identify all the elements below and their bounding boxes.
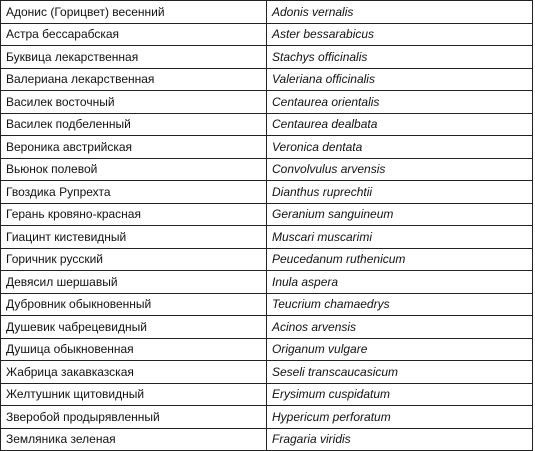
latin-name-cell: Convolvulus arvensis <box>267 158 533 181</box>
table-row <box>1 383 533 406</box>
latin-name-cell: Teucrium chamaedrys <box>267 293 533 316</box>
table-row <box>1 226 533 249</box>
latin-name-cell: Geranium sanguineum <box>267 203 533 226</box>
table-row <box>1 338 533 361</box>
table-row <box>1 158 533 181</box>
russian-name-cell: Жабрица закавказская <box>1 361 267 384</box>
latin-name-cell: Adonis vernalis <box>267 1 533 24</box>
russian-name-cell: Вероника австрийская <box>1 136 267 159</box>
table-row <box>1 181 533 204</box>
russian-name-cell: Душевик чабрецевидный <box>1 316 267 339</box>
latin-name-cell: Veronica dentata <box>267 136 533 159</box>
table-row <box>1 203 533 226</box>
latin-name-cell: Stachys officinalis <box>267 46 533 69</box>
latin-name-cell: Fragaria viridis <box>267 428 533 451</box>
table-row <box>1 406 533 429</box>
russian-name-cell: Дубровник обыкновенный <box>1 293 267 316</box>
latin-name-cell: Hypericum perforatum <box>267 406 533 429</box>
russian-name-cell: Горичник русский <box>1 248 267 271</box>
russian-name-cell: Буквица лекарственная <box>1 46 267 69</box>
plant-names-table-body <box>1 1 533 451</box>
table-row <box>1 316 533 339</box>
table-row <box>1 428 533 451</box>
russian-name-cell: Василек подбеленный <box>1 113 267 136</box>
table-row <box>1 136 533 159</box>
russian-name-cell: Земляника зеленая <box>1 428 267 451</box>
latin-name-cell: Erysimum cuspidatum <box>267 383 533 406</box>
latin-name-cell: Muscari muscarimi <box>267 226 533 249</box>
russian-name-cell: Василек восточный <box>1 91 267 114</box>
latin-name-cell: Acinos arvensis <box>267 316 533 339</box>
russian-name-cell: Желтушник щитовидный <box>1 383 267 406</box>
latin-name-cell: Valeriana officinalis <box>267 68 533 91</box>
latin-name-cell: Centaurea orientalis <box>267 91 533 114</box>
latin-name-cell: Centaurea dealbata <box>267 113 533 136</box>
table-row <box>1 91 533 114</box>
russian-name-cell: Гиацинт кистевидный <box>1 226 267 249</box>
latin-name-cell: Seseli transcaucasicum <box>267 361 533 384</box>
latin-name-cell: Aster bessarabicus <box>267 23 533 46</box>
russian-name-cell: Герань кровяно-красная <box>1 203 267 226</box>
table-row <box>1 1 533 24</box>
russian-name-cell: Адонис (Горицвет) весенний <box>1 1 267 24</box>
table-row <box>1 293 533 316</box>
latin-name-cell: Origanum vulgare <box>267 338 533 361</box>
russian-name-cell: Астра бессарабская <box>1 23 267 46</box>
latin-name-cell: Dianthus ruprechtii <box>267 181 533 204</box>
table-row <box>1 248 533 271</box>
russian-name-cell: Вьюнок полевой <box>1 158 267 181</box>
latin-name-cell: Inula aspera <box>267 271 533 294</box>
russian-name-cell: Гвоздика Рупрехта <box>1 181 267 204</box>
table-row <box>1 68 533 91</box>
table-row <box>1 23 533 46</box>
table-row <box>1 361 533 384</box>
table-row <box>1 113 533 136</box>
russian-name-cell: Девясил шершавый <box>1 271 267 294</box>
russian-name-cell: Душица обыкновенная <box>1 338 267 361</box>
russian-name-cell: Зверобой продырявленный <box>1 406 267 429</box>
table-row <box>1 46 533 69</box>
latin-name-cell: Peucedanum ruthenicum <box>267 248 533 271</box>
table-row <box>1 271 533 294</box>
russian-name-cell: Валериана лекарственная <box>1 68 267 91</box>
